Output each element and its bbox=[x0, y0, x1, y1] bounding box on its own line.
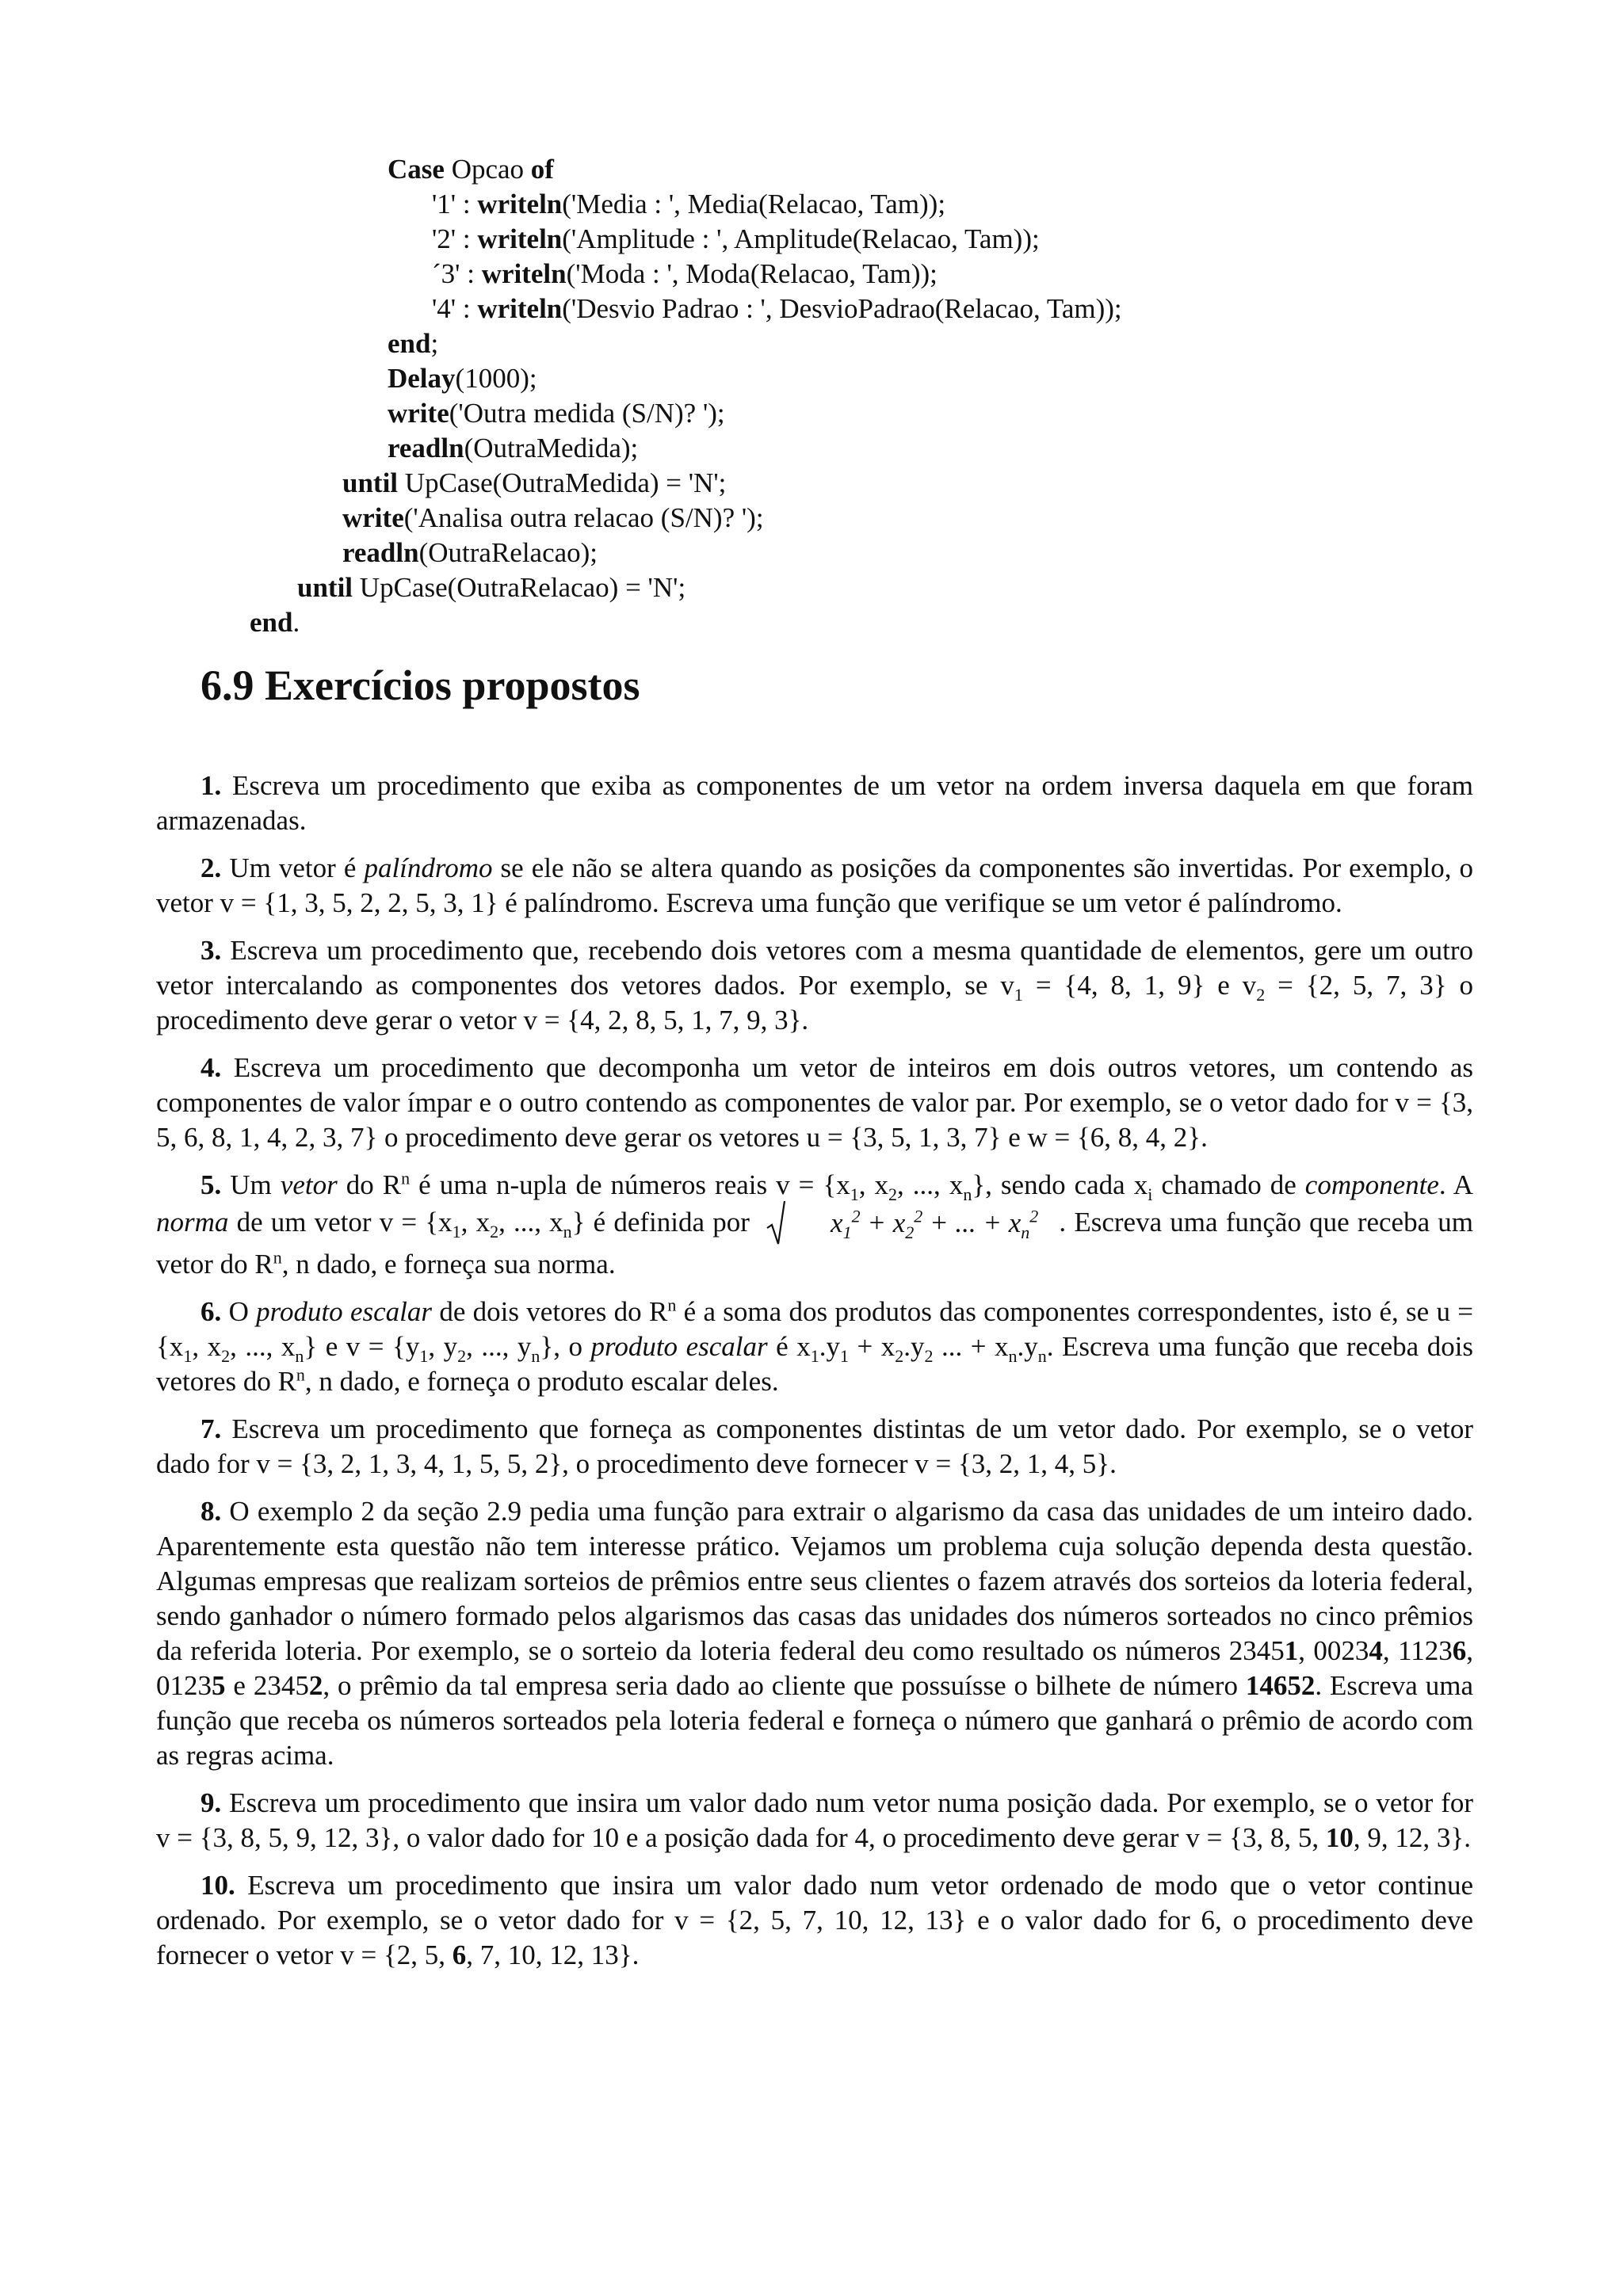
exercise-item bbox=[156, 1295, 1473, 1399]
exercise-number: 6. bbox=[200, 1296, 229, 1327]
code-text: Opcao bbox=[444, 154, 531, 185]
code-keyword: until bbox=[342, 467, 399, 498]
code-text: UpCase(OutraMedida) = 'N'; bbox=[398, 467, 727, 498]
exercise-item bbox=[156, 1494, 1473, 1773]
code-keyword: of bbox=[530, 154, 554, 185]
section-heading: 6.9 Exercícios propostos bbox=[200, 662, 640, 709]
exercise-number: 7. bbox=[200, 1413, 232, 1444]
exercise-text: Um vetor é palíndromo se ele não se altera quando as posições da componentes são invertidas. Por exemplo, o vetor v = {1, 3, 5, 2, 2, 5, 3, 1} é palíndromo. Escreva uma função que verifique se um vetor é palíndromo. bbox=[156, 852, 1474, 918]
code-line bbox=[0, 431, 1623, 466]
code-keyword: readln bbox=[342, 537, 419, 568]
code-keyword: write bbox=[342, 502, 404, 533]
code-text: '2' : bbox=[432, 223, 478, 254]
code-line bbox=[0, 257, 1623, 292]
code-keyword: writeln bbox=[477, 189, 563, 219]
code-keyword: until bbox=[297, 572, 353, 603]
norm-formula: $x_1^2 + x_2^2$ + ... + $x_n^2$ bbox=[766, 1203, 1043, 1247]
code-keyword: Delay bbox=[388, 363, 456, 394]
code-keyword: end bbox=[250, 607, 293, 638]
exercise-item bbox=[156, 769, 1473, 838]
exercise-number: 5. bbox=[200, 1169, 231, 1200]
exercise-text: O produto escalar de dois vetores do $R^n$ é a soma dos produtos das componentes correspondentes, isto é, se $u = \{x_1$, $x_2$, ..., $x_n$} e $v = \{y_1$, $y_2$, ..., $y_n$}, o produto escalar é $x_1.y_1 + x_2.y_2$ ... + $x_n.y_n$. Escreva uma função que receba dois vetores do $R^n$, n dado, e forneça o produto escalar deles. bbox=[156, 1295, 1474, 1397]
exercise-number: 4. bbox=[200, 1052, 234, 1083]
code-keyword: end bbox=[388, 328, 431, 359]
exercise-item bbox=[156, 1868, 1473, 1973]
code-text: '4' : bbox=[432, 293, 478, 324]
code-text: ('Desvio Padrao : ', DesvioPadrao(Relacao, Tam)); bbox=[562, 293, 1122, 324]
exercise-number: 9. bbox=[200, 1787, 230, 1818]
code-keyword: writeln bbox=[477, 293, 563, 324]
code-keyword: writeln bbox=[477, 223, 563, 254]
code-text: (OutraMedida); bbox=[464, 433, 639, 463]
exercise-item bbox=[156, 1786, 1473, 1855]
code-text: ('Media : ', Media(Relacao, Tam)); bbox=[562, 189, 946, 219]
exercise-item bbox=[156, 1051, 1473, 1155]
code-line bbox=[0, 187, 1623, 222]
exercise-text: Escreva um procedimento que forneça as componentes distintas de um vetor dado. Por exemplo, se o vetor dado for v = {3, 2, 1, 3, 4, 1, 5, 5, 2}, o procedimento deve fornecer v = {3, 2, 1, 4, 5}. bbox=[156, 1413, 1474, 1479]
code-line bbox=[0, 326, 1623, 361]
code-text: (1000); bbox=[455, 363, 537, 394]
code-listing bbox=[0, 152, 1623, 640]
code-line bbox=[0, 605, 1623, 640]
code-line bbox=[0, 152, 1623, 187]
exercise-text: Escreva um procedimento que insira um valor dado num vetor numa posição dada. Por exemplo, se o vetor for v = {3, 8, 5, 9, 12, 3}, o valor dado for 10 e a posição dada for 4, o procedimento deve gerar v = {3, 8, 5, 10, 9, 12, 3}. bbox=[156, 1787, 1474, 1853]
code-line bbox=[0, 466, 1623, 501]
code-line bbox=[0, 536, 1623, 570]
code-line bbox=[0, 222, 1623, 257]
code-text: ('Amplitude : ', Amplitude(Relacao, Tam)); bbox=[562, 223, 1040, 254]
exercise-text: Escreva um procedimento que exiba as componentes de um vetor na ordem inversa daquela em que foram armazenadas. bbox=[156, 770, 1474, 836]
code-line bbox=[0, 501, 1623, 536]
code-text: ; bbox=[430, 328, 439, 359]
code-keyword: write bbox=[388, 398, 449, 429]
exercise-text: Um vetor do $R^n$ é uma n-upla de números reais $v = \{x_1$, $x_2$, ..., $x_n$}, sendo cada $x_i$ chamado de componente. A norma de um vetor $v = \{x_1$, $x_2$, ..., $x_n$} é definida por $x_1^2 + x_2^2$ + ... + $x_n^2$ . Escreva uma função que receba um vetor do $R^n$, n dado, e forneça sua norma. bbox=[156, 1168, 1474, 1280]
code-text: '1' : bbox=[432, 189, 478, 219]
code-text: . bbox=[292, 607, 300, 638]
code-text: UpCase(OutraRelacao) = 'N'; bbox=[353, 572, 686, 603]
code-text: ('Moda : ', Moda(Relacao, Tam)); bbox=[566, 258, 938, 289]
code-keyword: writeln bbox=[481, 258, 567, 289]
exercise-item bbox=[156, 851, 1473, 921]
exercise-item bbox=[156, 933, 1473, 1038]
exercise-text: Escreva um procedimento que insira um valor dado num vetor ordenado de modo que o vetor continue ordenado. Por exemplo, se o vetor dado for v = {2, 5, 7, 10, 12, 13} e o valor dado for 6, o procedimento deve fornecer o vetor v = {2, 5, 6, 7, 10, 12, 13}. bbox=[156, 1870, 1473, 1970]
code-line bbox=[0, 396, 1623, 431]
exercise-item bbox=[156, 1412, 1473, 1482]
code-text: (OutraRelacao); bbox=[418, 537, 598, 568]
code-text: ('Analisa outra relacao (S/N)? '); bbox=[403, 502, 764, 533]
code-keyword: readln bbox=[388, 433, 464, 463]
code-line bbox=[0, 292, 1623, 326]
exercise-number: 1. bbox=[200, 770, 232, 801]
exercise-item bbox=[156, 1168, 1473, 1282]
exercise-number: 2. bbox=[200, 852, 230, 883]
code-text: ´3' : bbox=[432, 258, 482, 289]
exercise-number: 10. bbox=[200, 1870, 248, 1901]
code-keyword: Case bbox=[388, 154, 445, 185]
exercise-text: O exemplo 2 da seção 2.9 pedia uma função para extrair o algarismo da casa das unidades de um inteiro dado. Aparentemente esta questão não tem interesse prático. Vejamos um problema cuja solução dependa desta questão. Algumas empresas que realizam sorteios de prêmios entre seus clientes o fazem através dos sorteios da loteria federal, sendo ganhador o número formado pelos algarismos das casas das unidades dos números sorteados no cinco prêmios da referida loteria. Por exemplo, se o sorteio da loteria federal deu como resultado os números 23451, 00234, 11236, 01235 e 23452, o prêmio da tal empresa seria dado ao cliente que possuísse o bilhete de número 14652. Escreva uma função que receba os números sorteados pela loteria federal e forneça o número que ganhará o prêmio de acordo com as regras acima. bbox=[156, 1496, 1474, 1771]
code-line bbox=[0, 361, 1623, 396]
exercise-number: 3. bbox=[200, 935, 231, 966]
code-text: ('Outra medida (S/N)? '); bbox=[449, 398, 725, 429]
exercise-text: Escreva um procedimento que, recebendo dois vetores com a mesma quantidade de elementos, gere um outro vetor intercalando as componentes dos vetores dados. Por exemplo, se $v_1 = \{4$, 8, 1, 9} e $v_2 = \{2$, 5, 7, 3} o procedimento deve gerar o vetor v = {4, 2, 8, 5, 1, 7, 9, 3}. bbox=[156, 935, 1474, 1035]
exercise-text: Escreva um procedimento que decomponha um vetor de inteiros em dois outros vetores, um contendo as componentes de valor ímpar e o outro contendo as componentes de valor par. Por exemplo, se o vetor dado for v = {3, 5, 6, 8, 1, 4, 2, 3, 7} o procedimento deve gerar os vetores u = {3, 5, 1, 3, 7} e w = {6, 8, 4, 2}. bbox=[156, 1052, 1473, 1153]
exercise-number: 8. bbox=[200, 1496, 230, 1527]
exercise-list bbox=[156, 769, 1473, 1985]
code-line bbox=[0, 570, 1623, 605]
